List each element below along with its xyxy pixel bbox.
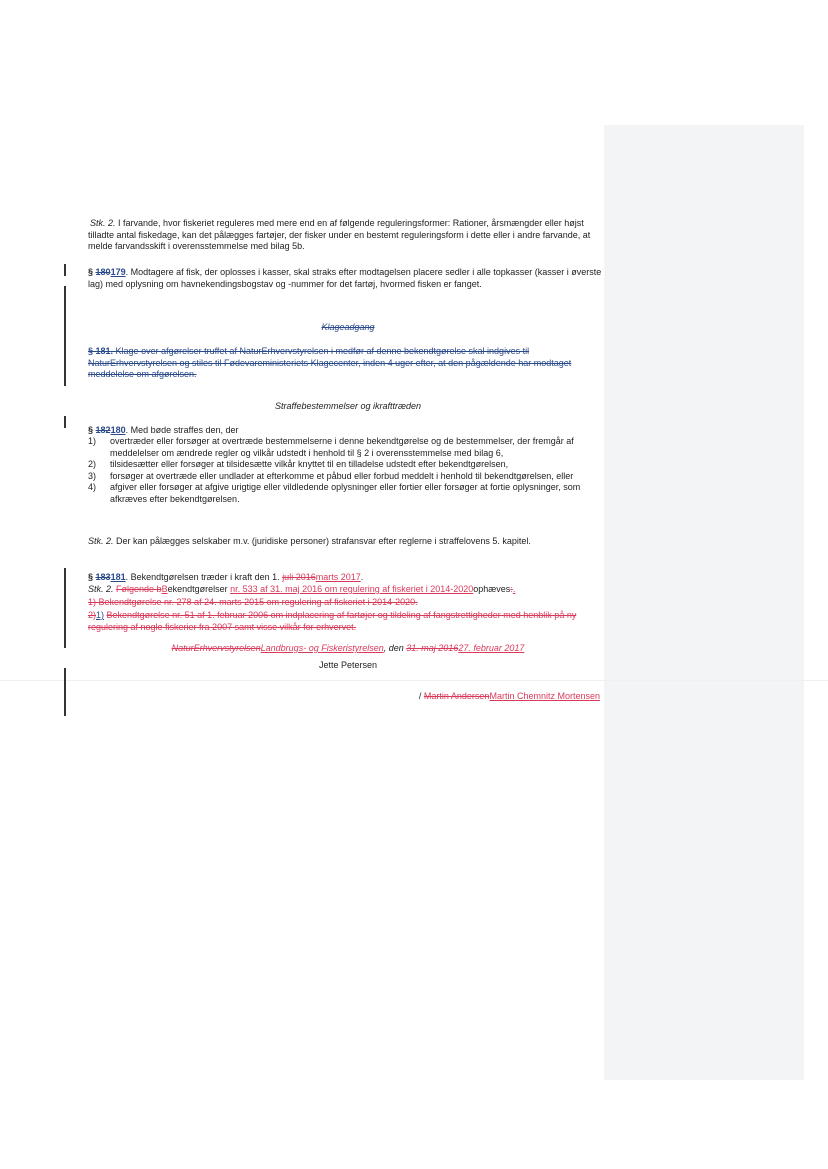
change-bar xyxy=(64,286,66,386)
inserted-period: . xyxy=(512,584,516,594)
list-number: 3) xyxy=(88,470,97,481)
deleted-number: 182 xyxy=(95,425,111,435)
stk-label: Stk. 2. xyxy=(88,584,114,594)
signature-place-date xyxy=(88,643,608,655)
penalty-list xyxy=(88,436,608,505)
list-item xyxy=(88,459,608,471)
section-symbol: § xyxy=(88,425,94,435)
deleted-date: juli 2016 xyxy=(282,572,316,582)
stk-label: Stk. 2. xyxy=(90,218,116,228)
inserted-name: Martin Chemnitz Mortensen xyxy=(489,691,600,701)
markup-pane xyxy=(604,125,804,1080)
list-number: 1) xyxy=(88,436,97,446)
paragraph-179 xyxy=(88,267,608,290)
change-bar xyxy=(64,668,66,716)
deleted-section: § 181. xyxy=(88,346,114,356)
date-prefix: , den xyxy=(383,643,404,653)
period: . xyxy=(360,572,364,582)
section-symbol: § xyxy=(88,572,94,582)
paragraph-180 xyxy=(88,425,608,437)
deleted-item-1: 1) Bekendtgørelse nr. 278 af 24. marts 2015 om regulering af fiskeriet i 2014-2020. xyxy=(88,597,418,607)
list-item xyxy=(88,436,608,459)
paragraph-181 xyxy=(88,572,608,584)
list-text: overtræder eller forsøger at overtræde bestemmelserne i denne bekendtgørelse og de bestemmelser, der fremgår af meddelelser om ændrede regler og vilkår udstedt i henhold til § 2 i overensstemmelse med bilag 6, xyxy=(110,436,574,458)
paragraph-181-stk2 xyxy=(88,584,608,596)
list-text: afgiver eller forsøger at afgive urigtige eller vildledende oplysninger eller fortier eller forsøger at fortie oplysninger, som afkræves efter bekendtgørelsen. xyxy=(110,482,581,504)
inserted-number: 1) xyxy=(96,610,105,620)
inserted-reference: nr. 533 af 31. maj 2016 om regulering af fiskeriet i 2014-2020 xyxy=(230,584,474,594)
deleted-date: 31. maj 2016 xyxy=(406,643,459,653)
deleted-text: Bekendtgørelse nr. 51 af 1. februar 2006 om indplacering af fartøjer og tildeling af fangstrettigheder med henblik på ny regulering af nogle fiskerier fra 2007 samt visse vilkår for erhvervet. xyxy=(88,610,577,632)
section-symbol: § xyxy=(88,267,94,277)
inserted-number: 179 xyxy=(110,267,126,277)
inserted-agency: Landbrugs- og Fiskeristyrelsen xyxy=(260,643,384,653)
paragraph-text: . Med bøde straffes den, der xyxy=(125,425,239,435)
co-signer xyxy=(88,691,600,703)
heading-klageadgang: Klageadgang xyxy=(321,322,375,332)
inserted-number: 180 xyxy=(110,425,126,435)
paragraph-text: . Bekendtgørelsen træder i kraft den 1. xyxy=(125,572,280,582)
list-number: 4) xyxy=(88,482,97,492)
paragraph-text: ekendtgørelser xyxy=(167,584,228,594)
paragraph-stk2 xyxy=(88,218,608,253)
list-item xyxy=(88,471,608,483)
deleted-name: Martin Andersen xyxy=(423,691,490,701)
paragraph-181-deleted xyxy=(88,346,608,381)
list-item xyxy=(88,482,608,505)
deleted-number: 183 xyxy=(95,572,111,582)
list-text: tilsidesætter eller forsøger at tilsidesætte vilkår knyttet til en tilladelse udstedt efter bekendtgørelsen, xyxy=(110,459,509,469)
deleted-item-2 xyxy=(88,610,608,633)
paragraph-text: I farvande, hvor fiskeriet reguleres med mere end en af følgende reguleringsformer: Rationer, årsmængder eller højst tilladte antal fiskedage, kan det pålægges fartøjer, der fisker under en bestemt reguleringsform i dette eller i andre farvande, at melde farvandsskift i overensstemmelse med bilag 5b. xyxy=(88,218,591,251)
change-bar xyxy=(64,264,66,276)
signer-name: Jette Petersen xyxy=(318,660,378,670)
inserted-date: 27. februar 2017 xyxy=(458,643,525,653)
paragraph-text: ophæves xyxy=(473,584,511,594)
inserted-number: 181 xyxy=(110,572,126,582)
paragraph-text: . Modtagere af fisk, der oplosses i kasser, skal straks efter modtagelsen placere sedler i alle topkasser (kasser i øverste lag) med oplysning om havnekendingsbogstav og -nummer for det fartøj, hvormed fisken er fanget. xyxy=(88,267,602,289)
list-number: 2) xyxy=(88,459,97,469)
page-break-line xyxy=(0,680,828,681)
deleted-number: 180 xyxy=(95,267,111,277)
slash: / xyxy=(418,691,422,701)
list-text: forsøger at overtræde eller undlader at efterkomme et påbud eller forbud meddelt i henhold til bekendtgørelsen, eller xyxy=(110,470,574,481)
paragraph-text: Der kan pålægges selskaber m.v. (juridiske personer) strafansvar efter reglerne i straffelovens 5. kapitel. xyxy=(116,536,531,546)
deleted-text: Klage over afgørelser truffet af NaturErhvervstyrelsen i medfør af denne bekendtgørelse skal indgives til NaturErhvervstyrelsen og stiles til Fødevareministeriets Klagecenter, inden 4 uger efter, at den pågældende har modtaget meddelelse om afgørelsen. xyxy=(88,346,572,379)
heading-straffebestemmelser: Straffebestemmelser og ikrafttræden xyxy=(274,401,422,411)
stk-label: Stk. 2. xyxy=(88,536,114,546)
deleted-text: Følgende b xyxy=(116,584,162,594)
change-bar xyxy=(64,568,66,648)
deleted-agency: NaturErhvervstyrelsen xyxy=(171,643,261,653)
change-bar xyxy=(64,416,66,428)
item-number: 2) xyxy=(88,610,97,620)
deleted-colon: : xyxy=(510,584,513,594)
inserted-text: B xyxy=(161,584,168,594)
inserted-date: marts 2017 xyxy=(315,572,361,582)
paragraph-stk2-penalty xyxy=(88,536,608,548)
